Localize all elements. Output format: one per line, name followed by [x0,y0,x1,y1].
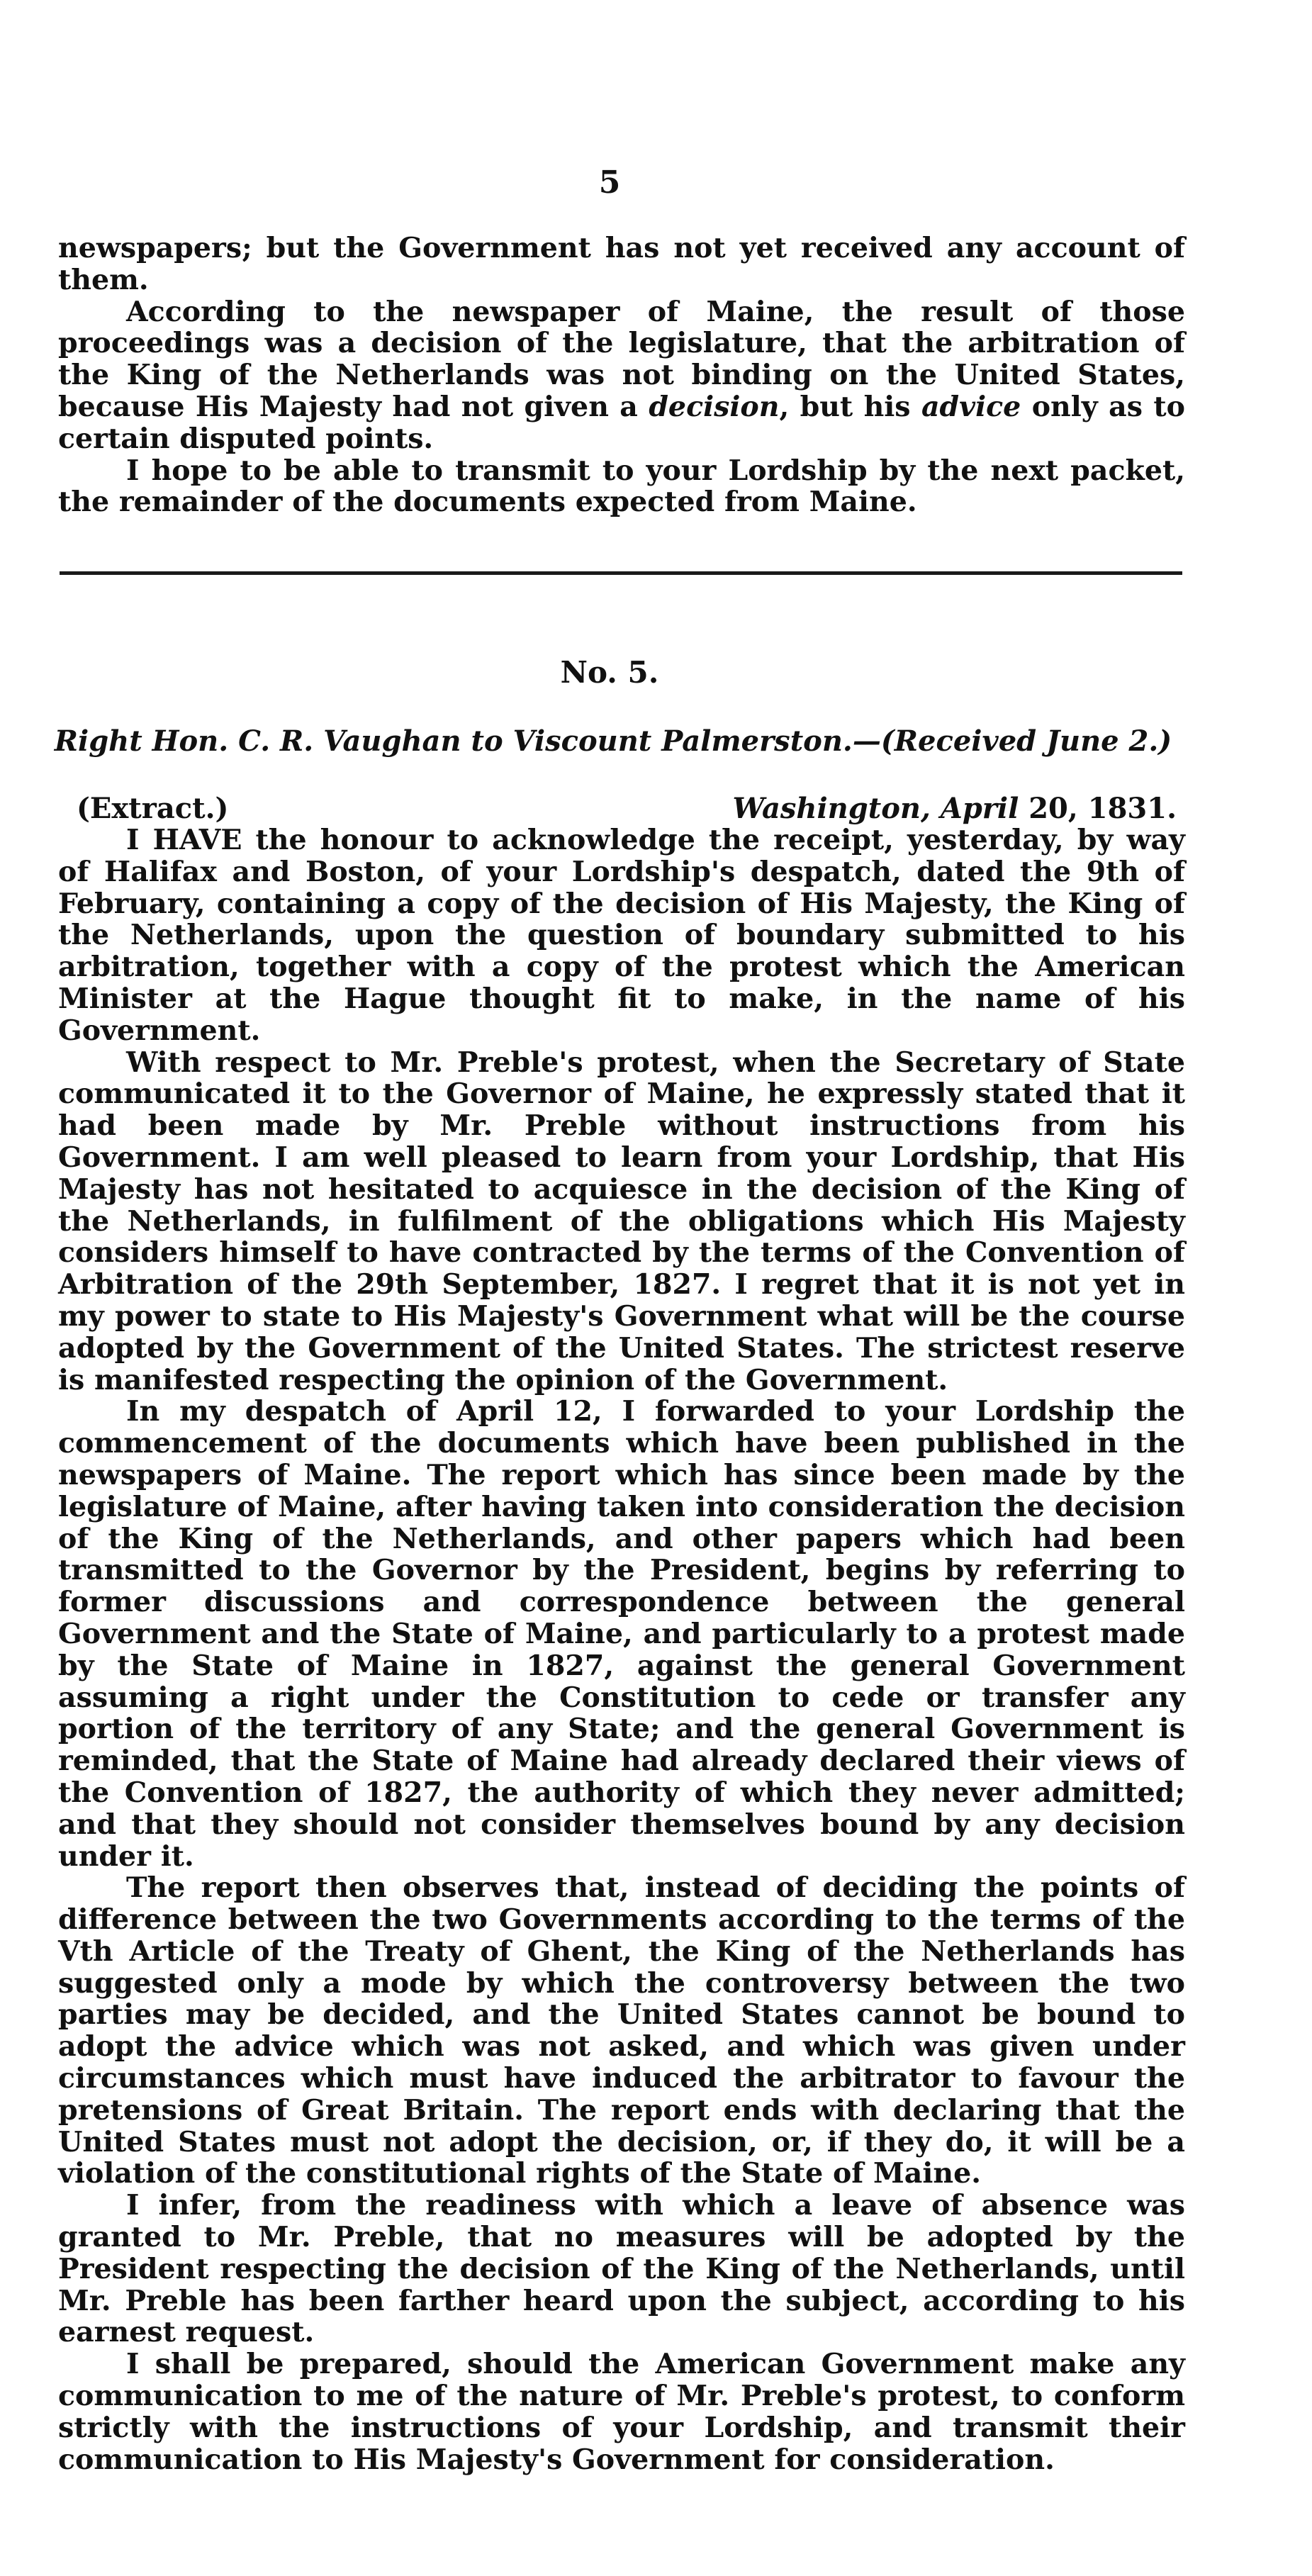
emphasis-decision: decision [649,390,780,423]
continuation-paragraph: I hope to be able to transmit to your Lordship by the next packet, the remainder of the documents expected from Maine. [58,454,1185,519]
letter-body [58,824,1185,2475]
place: Washington, April [732,792,1019,825]
letter-paragraph: In my despatch of April 12, I forwarded to your Lordship the commencement of the documents which have been published in the newspapers of Maine. The report which has since been made by the legislature of Maine, after having taken into consideration the decision of the King of the Netherlands, and other papers which had been transmitted to the Governor by the President, begins by referring to former discussions and correspondence between the general Government and the State of Maine, and particularly to a protest made by the State of Maine in 1827, against the general Government assuming a right under the Constitution to cede or transfer any portion of the territory of any State; and the general Government is reminded, that the State of Maine had already declared their views of the Convention of 1827, the authority of which they never admitted; and that they should not consider themselves bound by any decision under it. [58,1395,1185,1873]
document-heading: Right Hon. C. R. Vaughan to Viscount Palmerston.—(Received June 2.) [54,724,1172,758]
page-number: 5 [598,164,621,201]
continuation-paragraph: According to the newspaper of Maine, the result of those proceedings was a decision of the legislature, that the arbitration of the King of the Netherlands was not binding on the United States, because His Majesty had not given a decision, but his advice only as to certain disputed points. [58,295,1185,455]
continuation-paragraph: newspapers; but the Government has not yet received any account of them. [58,232,1185,296]
letter-paragraph: I infer, from the readiness with which a leave of absence was granted to Mr. Preble, that no measures will be adopted by the President respecting the decision of the King of the Netherlands, until Mr. Preble has been farther heard upon the subject, according to his earnest request. [58,2189,1185,2349]
letter-paragraph: I HAVE the honour to acknowledge the receipt, yesterday, by way of Halifax and Boston, of your Lordship's despatch, dated the 9th of February, containing a copy of the decision of His Majesty, the King of the Netherlands, upon the question of boundary submitted to his arbitration, together with a copy of the protest which the American Minister at the Hague thought fit to make, in the name of his Government. [58,824,1185,1047]
place-date [733,792,1177,825]
dateline [77,792,1177,824]
extract-label: (Extract.) [77,792,229,825]
date: 20, 1831. [1028,792,1177,825]
document-number: No. 5. [560,655,659,690]
emphasis-advice: advice [921,390,1021,423]
letter-paragraph: With respect to Mr. Preble's protest, when the Secretary of State communicated it to the Governor of Maine, he expressly stated that it had been made by Mr. Preble without instructions from his Government. I am well pleased to learn from your Lordship, that His Majesty has not hesitated to acquiesce in the decision of the King of the Netherlands, in fulfilment of the obligations which His Majesty considers himself to have contracted by the terms of the Convention of Arbitration of the 29th September, 1827. I regret that it is not yet in my power to state to His Majesty's Government what will be the course adopted by the Government of the United States. The strictest reserve is manifested respecting the opinion of the Government. [58,1046,1185,1396]
letter-paragraph: I shall be prepared, should the American Government make any communication to me of the nature of Mr. Preble's protest, to conform strictly with the instructions of your Lordship, and transmit their communication to His Majesty's Government for consideration. [58,2348,1185,2476]
section-divider [60,571,1182,575]
letter-paragraph: The report then observes that, instead of deciding the points of difference between the two Governments according to the terms of the Vth Article of the Treaty of Ghent, the King of the Netherlands has suggested only a mode by which the controversy between the two parties may be decided, and the United States cannot be bound to adopt the advice which was not asked, and which was given under circumstances which must have induced the arbitrator to favour the pretensions of Great Britain. The report ends with declaring that the United States must not adopt the decision, or, if they do, it will be a violation of the constitutional rights of the State of Maine. [58,1871,1185,2190]
continuation-text [58,233,1185,518]
